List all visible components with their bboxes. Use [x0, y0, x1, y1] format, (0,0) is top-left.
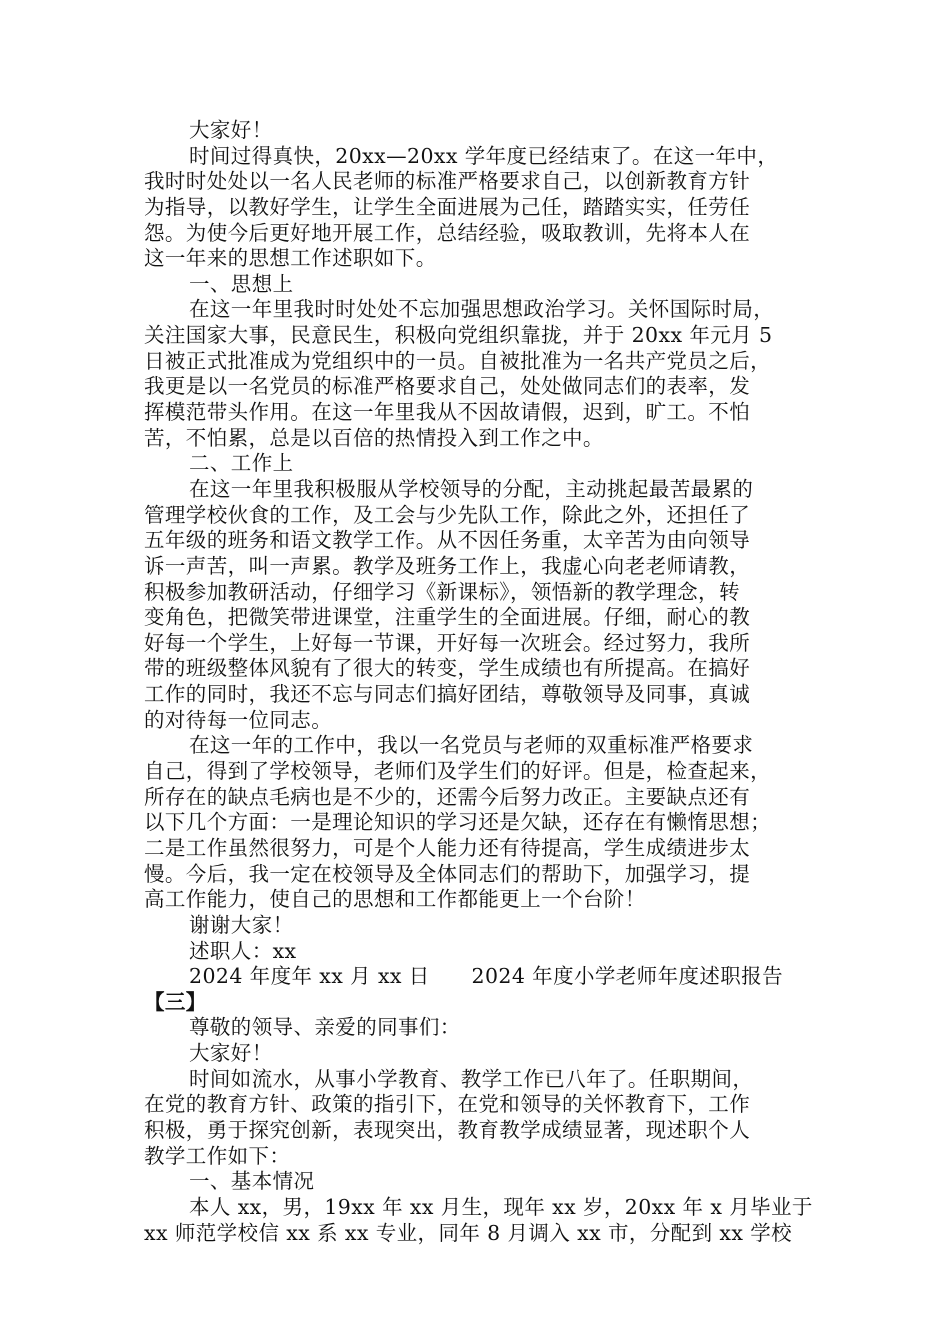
text-line: 挥模范带头作用。在这一年里我从不因故请假，迟到，旷工。不怕 [144, 400, 751, 425]
text-line: 的对待每一位同志。 [144, 707, 333, 732]
text-line: 本人 xx，男，19xx 年 xx 月生，现年 xx 岁，20xx 年 x 月毕业于 [189, 1194, 813, 1219]
text-line: 一、思想上 [189, 271, 294, 296]
text-line: 为指导，以教好学生，让学生全面进展为己任，踏踏实实，任劳任 [144, 194, 751, 219]
text-line: 好每一个学生，上好每一节课，开好每一次班会。经过努力，我所 [144, 630, 751, 655]
text-line: 所存在的缺点毛病也是不少的，还需今后努力改正。主要缺点还有 [144, 784, 751, 809]
text-line: 尊敬的领导、亲爱的同事们： [189, 1015, 461, 1040]
text-line: 五年级的班务和语文教学工作。从不因任务重，太辛苦为由向领导 [144, 528, 751, 553]
text-line: 二是工作虽然很努力，可是个人能力还有待提高，学生成绩进步太 [144, 835, 751, 860]
text-line: xx 师范学校信 xx 系 xx 专业，同年 8 月调入 xx 市，分配到 xx 学校 [144, 1220, 793, 1245]
text-line: 在这一年里我积极服从学校领导的分配，主动挑起最苦最累的 [189, 476, 754, 501]
text-line: 在党的教育方针、政策的指引下，在党和领导的关怀教育下，工作 [144, 1092, 751, 1117]
text-line: 苦，不怕累，总是以百倍的热情投入到工作之中。 [144, 425, 604, 450]
text-line: 积极参加教研活动，仔细学习《新课标》，领悟新的教学理念，转 [144, 579, 740, 604]
text-line: 日被正式批准成为党组织中的一员。自被批准为一名共产党员之后， [144, 348, 771, 373]
text-line: 述职人：xx [189, 938, 297, 963]
text-line: 我时时处处以一名人民老师的标准严格要求自己，以创新教育方针 [144, 169, 751, 194]
text-line: 这一年来的思想工作述职如下。 [144, 246, 437, 271]
text-line: 带的班级整体风貌有了很大的转变，学生成绩也有所提高。在搞好 [144, 656, 751, 681]
document-page [144, 118, 813, 1246]
text-line: 我更是以一名党员的标准严格要求自己，处处做同志们的表率，发 [144, 374, 751, 399]
text-line: 工作的同时，我还不忘与同志们搞好团结，尊敬领导及同事，真诚 [144, 682, 751, 707]
text-line: 一、基本情况 [189, 1169, 315, 1194]
text-line: 以下几个方面：一是理论知识的学习还是欠缺，还存在有懒惰思想； [144, 810, 771, 835]
text-line: 2024 年度年 xx 月 xx 日 2024 年度小学老师年度述职报告 [189, 964, 783, 989]
text-line: 慢。今后，我一定在校领导及全体同志们的帮助下，加强学习，提 [144, 861, 751, 886]
text-line: 高工作能力，使自己的思想和工作都能更上一个台阶！ [144, 887, 646, 912]
text-line: 在这一年的工作中，我以一名党员与老师的双重标准严格要求 [189, 733, 754, 758]
text-line: 时间如流水，从事小学教育、教学工作已八年了。任职期间， [189, 1066, 754, 1091]
text-line: 诉一声苦，叫一声累。教学及班务工作上，我虚心向老老师请教， [144, 553, 751, 578]
text-line: 怨。为使今后更好地开展工作，总结经验，吸取教训，先将本人在 [144, 220, 751, 245]
text-line: 关注国家大事，民意民生，积极向党组织靠拢，并于 20xx 年元月 5 [144, 323, 773, 348]
text-line: 大家好！ [189, 1041, 273, 1066]
text-line: 大家好！ [189, 118, 273, 142]
text-line: 教学工作如下： [144, 1143, 291, 1168]
text-line: 积极，勇于探究创新，表现突出，教育教学成绩显著，现述职个人 [144, 1117, 751, 1142]
text-line: 自己，得到了学校领导，老师们及学生们的好评。但是，检查起来， [144, 759, 771, 784]
text-line: 在这一年里我时时处处不忘加强思想政治学习。关怀国际时局， [189, 297, 775, 322]
text-line: 变角色，把微笑带进课堂，注重学生的全面进展。仔细，耐心的教 [144, 605, 751, 630]
text-line: 谢谢大家！ [189, 912, 294, 937]
text-line: 二、工作上 [189, 451, 294, 476]
text-line: 管理学校伙食的工作，及工会与少先队工作，除此之外，还担任了 [144, 502, 751, 527]
text-line: 时间过得真快，20xx—20xx 学年度已经结束了。在这一年中， [189, 143, 779, 168]
text-line: 【三】 [144, 989, 207, 1014]
